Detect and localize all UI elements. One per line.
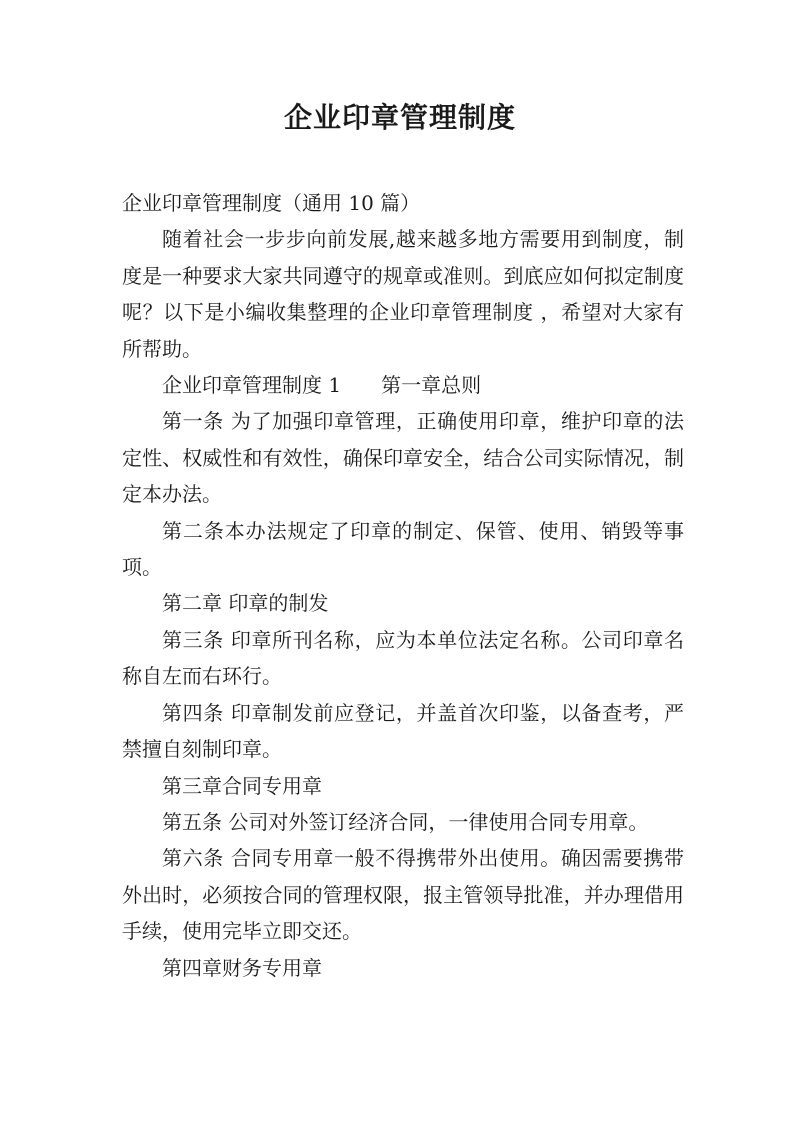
article-3: 第三条 印章所刊名称，应为本单位法定名称。公司印章名称自左而右环行。 [122,627,684,689]
doc-subtitle: 企业印章管理制度（通用 10 篇） [122,191,421,215]
document-body [122,185,684,986]
article-2: 第二条本办法规定了印章的制定、保管、使用、销毁等事项。 [122,518,684,580]
article-1: 第一条 为了加强印章管理，正确使用印章，维护印章的法定性、权威性和有效性，确保印章安全，结合公司实际情况，制定本办法。 [122,409,684,507]
article-4: 第四条 印章制发前应登记，并盖首次印鉴，以备查考，严禁擅自刻制印章。 [122,700,684,762]
intro-paragraph: 随着社会一步步向前发展,越来越多地方需要用到制度，制度是一种要求大家共同遵守的规章或准则。到底应如何拟定制度呢？以下是小编收集整理的企业印章管理制度 ，希望对大家有所帮助。 [122,227,684,361]
article-6: 第六条 合同专用章一般不得携带外出使用。确因需要携带外出时，必须按合同的管理权限，报主管领导批准，并办理借用手续，使用完毕立即交还。 [122,846,684,944]
article-5: 第五条 公司对外签订经济合同，一律使用合同专用章。 [162,809,649,834]
section-heading: 企业印章管理制度 1 第一章总则 [162,373,482,398]
chapter-heading: 第二章 印章的制发 [162,591,329,616]
chapter-heading: 第三章合同专用章 [162,773,322,798]
document-title: 企业印章管理制度 [283,101,516,134]
chapter-heading: 第四章财务专用章 [162,955,322,980]
